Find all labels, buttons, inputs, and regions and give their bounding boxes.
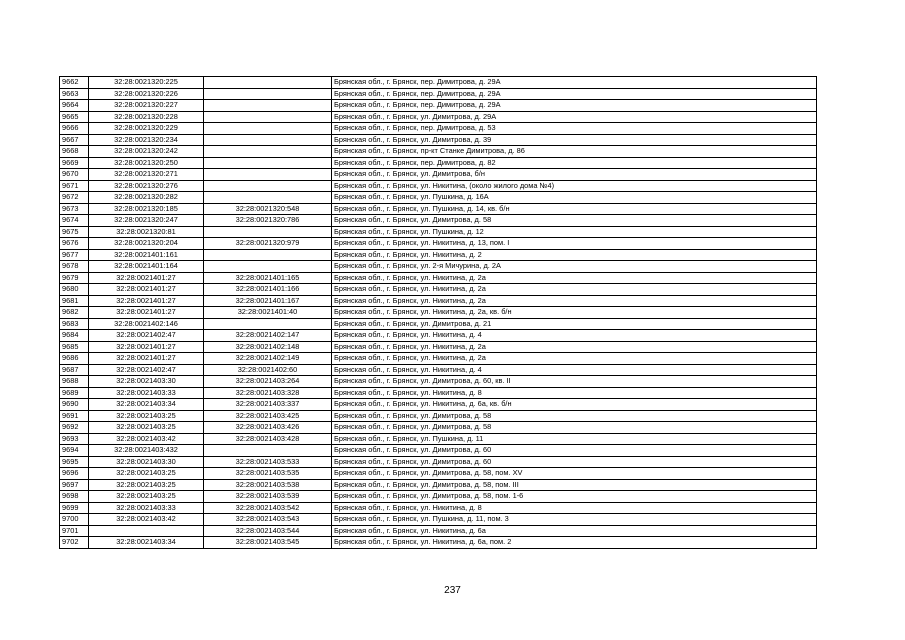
related-cadastral-number-cell: 32:28:0021320:979 xyxy=(204,238,332,250)
cadastral-number-cell: 32:28:0021403:34 xyxy=(89,537,204,549)
related-cadastral-number-cell: 32:28:0021401:167 xyxy=(204,295,332,307)
address-cell: Брянская обл., г. Брянск, ул. Никитина, д. 2 xyxy=(332,249,817,261)
table-row xyxy=(60,341,817,353)
cadastral-number-cell: 32:28:0021320:234 xyxy=(89,134,204,146)
related-cadastral-number-cell: 32:28:0021320:786 xyxy=(204,215,332,227)
row-number-cell: 9674 xyxy=(60,215,89,227)
cadastral-number-cell: 32:28:0021401:27 xyxy=(89,353,204,365)
table-row xyxy=(60,318,817,330)
row-number-cell: 9670 xyxy=(60,169,89,181)
row-number-cell: 9693 xyxy=(60,433,89,445)
cadastral-number-cell: 32:28:0021320:271 xyxy=(89,169,204,181)
table-row xyxy=(60,353,817,365)
related-cadastral-number-cell xyxy=(204,445,332,457)
related-cadastral-number-cell: 32:28:0021403:543 xyxy=(204,514,332,526)
cadastral-number-cell: 32:28:0021403:25 xyxy=(89,479,204,491)
address-cell: Брянская обл., г. Брянск, ул. Никитина, д. 2а xyxy=(332,272,817,284)
address-cell: Брянская обл., г. Брянск, ул. Димитрова, б/н xyxy=(332,169,817,181)
table-row xyxy=(60,169,817,181)
cadastral-number-cell: 32:28:0021320:185 xyxy=(89,203,204,215)
row-number-cell: 9698 xyxy=(60,491,89,503)
row-number-cell: 9691 xyxy=(60,410,89,422)
cadastral-number-cell: 32:28:0021403:42 xyxy=(89,433,204,445)
related-cadastral-number-cell: 32:28:0021403:542 xyxy=(204,502,332,514)
cadastral-number-cell: 32:28:0021320:228 xyxy=(89,111,204,123)
row-number-cell: 9686 xyxy=(60,353,89,365)
related-cadastral-number-cell xyxy=(204,169,332,181)
cadastral-number-cell: 32:28:0021401:27 xyxy=(89,341,204,353)
cadastral-number-cell: 32:28:0021320:250 xyxy=(89,157,204,169)
row-number-cell: 9684 xyxy=(60,330,89,342)
row-number-cell: 9681 xyxy=(60,295,89,307)
related-cadastral-number-cell: 32:28:0021402:147 xyxy=(204,330,332,342)
address-cell: Брянская обл., г. Брянск, ул. Димитрова, д. 58 xyxy=(332,422,817,434)
address-cell: Брянская обл., г. Брянск, ул. Пушкина, д. 16А xyxy=(332,192,817,204)
address-cell: Брянская обл., г. Брянск, ул. Никитина, д. 4 xyxy=(332,330,817,342)
related-cadastral-number-cell: 32:28:0021403:337 xyxy=(204,399,332,411)
address-cell: Брянская обл., г. Брянск, ул. Никитина, д. 2а xyxy=(332,295,817,307)
address-cell: Брянская обл., г. Брянск, ул. Димитрова, д. 58, пом. XV xyxy=(332,468,817,480)
address-cell: Брянская обл., г. Брянск, ул. Никитина, д. 6а, пом. 2 xyxy=(332,537,817,549)
table-row xyxy=(60,422,817,434)
address-cell: Брянская обл., г. Брянск, ул. Пушкина, д. 11, пом. 3 xyxy=(332,514,817,526)
address-cell: Брянская обл., г. Брянск, ул. Димитрова, д. 58, пом. 1-6 xyxy=(332,491,817,503)
cadastral-number-cell: 32:28:0021320:225 xyxy=(89,77,204,89)
cadastral-number-cell: 32:28:0021320:282 xyxy=(89,192,204,204)
row-number-cell: 9702 xyxy=(60,537,89,549)
address-cell: Брянская обл., г. Брянск, ул. 2-я Мичурина, д. 2А xyxy=(332,261,817,273)
row-number-cell: 9679 xyxy=(60,272,89,284)
table-row xyxy=(60,88,817,100)
related-cadastral-number-cell: 32:28:0021403:538 xyxy=(204,479,332,491)
related-cadastral-number-cell: 32:28:0021402:148 xyxy=(204,341,332,353)
cadastral-number-cell: 32:28:0021401:27 xyxy=(89,295,204,307)
table-row xyxy=(60,456,817,468)
cadastral-number-cell: 32:28:0021403:33 xyxy=(89,387,204,399)
address-cell: Брянская обл., г. Брянск, ул. Никитина, д. 2а xyxy=(332,284,817,296)
related-cadastral-number-cell xyxy=(204,100,332,112)
row-number-cell: 9666 xyxy=(60,123,89,135)
table-row xyxy=(60,502,817,514)
related-cadastral-number-cell: 32:28:0021403:545 xyxy=(204,537,332,549)
address-cell: Брянская обл., г. Брянск, ул. Никитина, д. 2а xyxy=(332,341,817,353)
related-cadastral-number-cell: 32:28:0021402:60 xyxy=(204,364,332,376)
table-row xyxy=(60,123,817,135)
cadastral-number-cell: 32:28:0021401:27 xyxy=(89,307,204,319)
row-number-cell: 9668 xyxy=(60,146,89,158)
address-cell: Брянская обл., г. Брянск, ул. Димитрова, д. 29А xyxy=(332,111,817,123)
table-row xyxy=(60,146,817,158)
cadastral-number-cell: 32:28:0021320:81 xyxy=(89,226,204,238)
table-row xyxy=(60,284,817,296)
registry-table-body xyxy=(60,77,817,549)
cadastral-number-cell: 32:28:0021320:247 xyxy=(89,215,204,227)
cadastral-number-cell: 32:28:0021403:25 xyxy=(89,422,204,434)
table-row xyxy=(60,249,817,261)
address-cell: Брянская обл., г. Брянск, пер. Димитрова, д. 53 xyxy=(332,123,817,135)
row-number-cell: 9673 xyxy=(60,203,89,215)
related-cadastral-number-cell xyxy=(204,77,332,89)
row-number-cell: 9690 xyxy=(60,399,89,411)
related-cadastral-number-cell xyxy=(204,226,332,238)
table-row xyxy=(60,215,817,227)
cadastral-number-cell xyxy=(89,525,204,537)
cadastral-number-cell: 32:28:0021403:30 xyxy=(89,376,204,388)
cadastral-number-cell: 32:28:0021320:276 xyxy=(89,180,204,192)
address-cell: Брянская обл., г. Брянск, ул. Димитрова, д. 39 xyxy=(332,134,817,146)
cadastral-number-cell: 32:28:0021401:164 xyxy=(89,261,204,273)
cadastral-number-cell: 32:28:0021402:47 xyxy=(89,364,204,376)
address-cell: Брянская обл., г. Брянск, ул. Никитина, д. 4 xyxy=(332,364,817,376)
row-number-cell: 9676 xyxy=(60,238,89,250)
table-row xyxy=(60,479,817,491)
table-row xyxy=(60,295,817,307)
address-cell: Брянская обл., г. Брянск, ул. Димитрова, д. 60 xyxy=(332,445,817,457)
table-row xyxy=(60,261,817,273)
table-row xyxy=(60,134,817,146)
address-cell: Брянская обл., г. Брянск, пер. Димитрова, д. 29А xyxy=(332,88,817,100)
row-number-cell: 9695 xyxy=(60,456,89,468)
related-cadastral-number-cell: 32:28:0021403:425 xyxy=(204,410,332,422)
row-number-cell: 9682 xyxy=(60,307,89,319)
cadastral-number-cell: 32:28:0021403:25 xyxy=(89,410,204,422)
table-row xyxy=(60,537,817,549)
row-number-cell: 9678 xyxy=(60,261,89,273)
related-cadastral-number-cell: 32:28:0021403:426 xyxy=(204,422,332,434)
address-cell: Брянская обл., г. Брянск, ул. Никитина, д. 6а xyxy=(332,525,817,537)
related-cadastral-number-cell: 32:28:0021401:40 xyxy=(204,307,332,319)
address-cell: Брянская обл., г. Брянск, пер. Димитрова, д. 29А xyxy=(332,77,817,89)
related-cadastral-number-cell xyxy=(204,134,332,146)
related-cadastral-number-cell: 32:28:0021403:428 xyxy=(204,433,332,445)
address-cell: Брянская обл., г. Брянск, ул. Пушкина, д. 12 xyxy=(332,226,817,238)
table-row xyxy=(60,399,817,411)
row-number-cell: 9687 xyxy=(60,364,89,376)
address-cell: Брянская обл., г. Брянск, пр-кт Станке Димитрова, д. 86 xyxy=(332,146,817,158)
table-row xyxy=(60,330,817,342)
cadastral-number-cell: 32:28:0021403:33 xyxy=(89,502,204,514)
row-number-cell: 9667 xyxy=(60,134,89,146)
cadastral-number-cell: 32:28:0021401:27 xyxy=(89,284,204,296)
address-cell: Брянская обл., г. Брянск, ул. Димитрова, д. 21 xyxy=(332,318,817,330)
address-cell: Брянская обл., г. Брянск, ул. Димитрова, д. 58, пом. III xyxy=(332,479,817,491)
address-cell: Брянская обл., г. Брянск, ул. Никитина, д. 2а, кв. б/н xyxy=(332,307,817,319)
row-number-cell: 9665 xyxy=(60,111,89,123)
row-number-cell: 9689 xyxy=(60,387,89,399)
cadastral-number-cell: 32:28:0021320:227 xyxy=(89,100,204,112)
cadastral-number-cell: 32:28:0021320:229 xyxy=(89,123,204,135)
row-number-cell: 9700 xyxy=(60,514,89,526)
row-number-cell: 9669 xyxy=(60,157,89,169)
table-row xyxy=(60,514,817,526)
row-number-cell: 9663 xyxy=(60,88,89,100)
table-row xyxy=(60,192,817,204)
related-cadastral-number-cell xyxy=(204,123,332,135)
table-row xyxy=(60,468,817,480)
table-row xyxy=(60,525,817,537)
row-number-cell: 9692 xyxy=(60,422,89,434)
table-row xyxy=(60,491,817,503)
registry-table xyxy=(59,76,817,549)
address-cell: Брянская обл., г. Брянск, ул. Димитрова, д. 60, кв. II xyxy=(332,376,817,388)
address-cell: Брянская обл., г. Брянск, пер. Димитрова, д. 82 xyxy=(332,157,817,169)
related-cadastral-number-cell xyxy=(204,318,332,330)
row-number-cell: 9680 xyxy=(60,284,89,296)
table-row xyxy=(60,433,817,445)
related-cadastral-number-cell: 32:28:0021401:166 xyxy=(204,284,332,296)
cadastral-number-cell: 32:28:0021403:34 xyxy=(89,399,204,411)
table-row xyxy=(60,180,817,192)
related-cadastral-number-cell xyxy=(204,157,332,169)
row-number-cell: 9683 xyxy=(60,318,89,330)
row-number-cell: 9697 xyxy=(60,479,89,491)
cadastral-number-cell: 32:28:0021403:25 xyxy=(89,491,204,503)
address-cell: Брянская обл., г. Брянск, ул. Димитрова, д. 58 xyxy=(332,215,817,227)
row-number-cell: 9685 xyxy=(60,341,89,353)
row-number-cell: 9677 xyxy=(60,249,89,261)
table-row xyxy=(60,111,817,123)
address-cell: Брянская обл., г. Брянск, ул. Никитина, д. 2а xyxy=(332,353,817,365)
row-number-cell: 9694 xyxy=(60,445,89,457)
table-row xyxy=(60,100,817,112)
cadastral-number-cell: 32:28:0021402:146 xyxy=(89,318,204,330)
table-row xyxy=(60,203,817,215)
related-cadastral-number-cell: 32:28:0021320:548 xyxy=(204,203,332,215)
address-cell: Брянская обл., г. Брянск, пер. Димитрова, д. 29А xyxy=(332,100,817,112)
related-cadastral-number-cell xyxy=(204,111,332,123)
cadastral-number-cell: 32:28:0021403:42 xyxy=(89,514,204,526)
cadastral-number-cell: 32:28:0021320:204 xyxy=(89,238,204,250)
row-number-cell: 9688 xyxy=(60,376,89,388)
address-cell: Брянская обл., г. Брянск, ул. Никитина, д. 13, пом. I xyxy=(332,238,817,250)
page-number: 237 xyxy=(444,585,461,596)
cadastral-number-cell: 32:28:0021320:242 xyxy=(89,146,204,158)
related-cadastral-number-cell xyxy=(204,192,332,204)
related-cadastral-number-cell xyxy=(204,180,332,192)
address-cell: Брянская обл., г. Брянск, ул. Никитина, д. 6а, кв. б/н xyxy=(332,399,817,411)
related-cadastral-number-cell xyxy=(204,88,332,100)
table-row xyxy=(60,77,817,89)
related-cadastral-number-cell: 32:28:0021403:539 xyxy=(204,491,332,503)
row-number-cell: 9675 xyxy=(60,226,89,238)
address-cell: Брянская обл., г. Брянск, ул. Пушкина, д. 11 xyxy=(332,433,817,445)
address-cell: Брянская обл., г. Брянск, ул. Димитрова, д. 58 xyxy=(332,410,817,422)
related-cadastral-number-cell xyxy=(204,146,332,158)
table-row xyxy=(60,376,817,388)
related-cadastral-number-cell: 32:28:0021401:165 xyxy=(204,272,332,284)
cadastral-number-cell: 32:28:0021401:161 xyxy=(89,249,204,261)
row-number-cell: 9696 xyxy=(60,468,89,480)
row-number-cell: 9699 xyxy=(60,502,89,514)
related-cadastral-number-cell: 32:28:0021403:535 xyxy=(204,468,332,480)
cadastral-number-cell: 32:28:0021401:27 xyxy=(89,272,204,284)
cadastral-number-cell: 32:28:0021320:226 xyxy=(89,88,204,100)
cadastral-number-cell: 32:28:0021402:47 xyxy=(89,330,204,342)
related-cadastral-number-cell: 32:28:0021403:533 xyxy=(204,456,332,468)
table-row xyxy=(60,364,817,376)
cadastral-number-cell: 32:28:0021403:432 xyxy=(89,445,204,457)
row-number-cell: 9672 xyxy=(60,192,89,204)
table-row xyxy=(60,157,817,169)
related-cadastral-number-cell xyxy=(204,261,332,273)
related-cadastral-number-cell: 32:28:0021403:544 xyxy=(204,525,332,537)
table-row xyxy=(60,307,817,319)
address-cell: Брянская обл., г. Брянск, ул. Никитина, д. 8 xyxy=(332,502,817,514)
address-cell: Брянская обл., г. Брянск, ул. Никитина, д. 8 xyxy=(332,387,817,399)
table-row xyxy=(60,387,817,399)
row-number-cell: 9664 xyxy=(60,100,89,112)
address-cell: Брянская обл., г. Брянск, ул. Никитина, (около жилого дома №4) xyxy=(332,180,817,192)
row-number-cell: 9671 xyxy=(60,180,89,192)
table-row xyxy=(60,410,817,422)
address-cell: Брянская обл., г. Брянск, ул. Пушкина, д. 14, кв. б/н xyxy=(332,203,817,215)
table-row xyxy=(60,445,817,457)
table-row xyxy=(60,238,817,250)
related-cadastral-number-cell: 32:28:0021403:328 xyxy=(204,387,332,399)
cadastral-number-cell: 32:28:0021403:30 xyxy=(89,456,204,468)
table-row xyxy=(60,272,817,284)
related-cadastral-number-cell: 32:28:0021402:149 xyxy=(204,353,332,365)
related-cadastral-number-cell: 32:28:0021403:264 xyxy=(204,376,332,388)
row-number-cell: 9662 xyxy=(60,77,89,89)
cadastral-number-cell: 32:28:0021403:25 xyxy=(89,468,204,480)
table-row xyxy=(60,226,817,238)
row-number-cell: 9701 xyxy=(60,525,89,537)
address-cell: Брянская обл., г. Брянск, ул. Димитрова, д. 60 xyxy=(332,456,817,468)
related-cadastral-number-cell xyxy=(204,249,332,261)
